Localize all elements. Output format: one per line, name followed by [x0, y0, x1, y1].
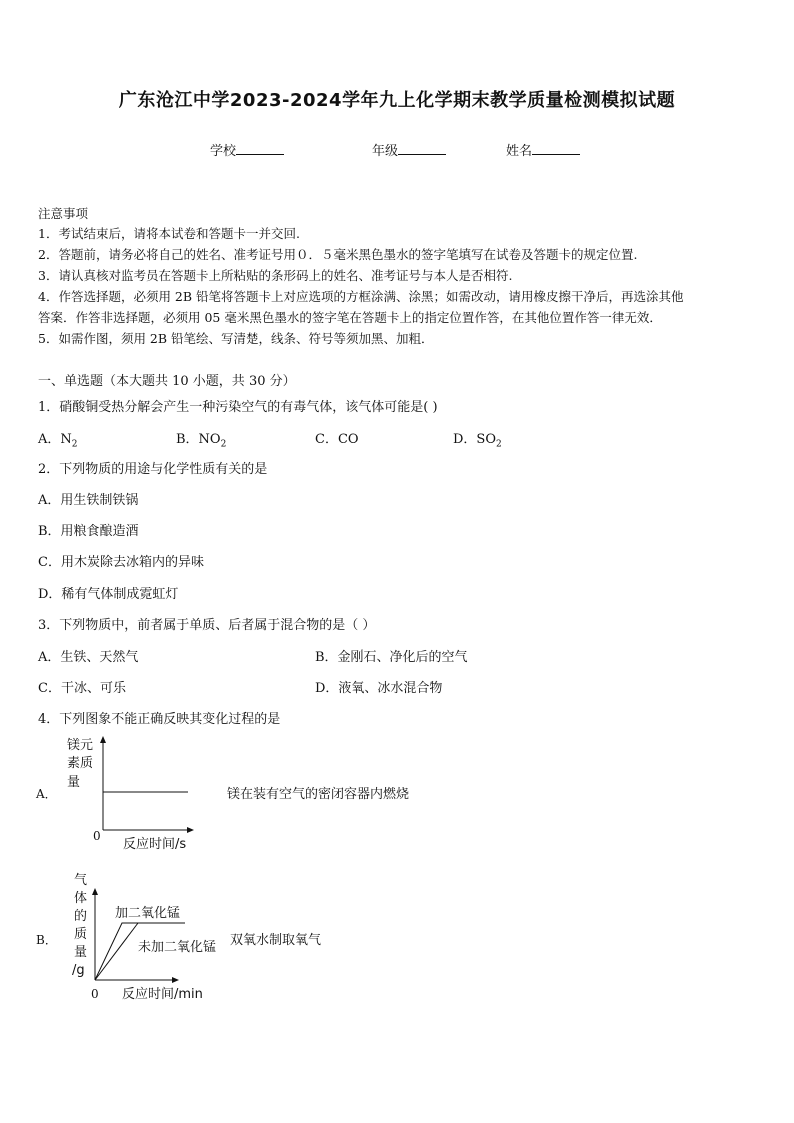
q4a-ylabel: 镁元: [67, 738, 94, 753]
q1-option-a: A．$N_2$: [38, 432, 78, 450]
q2-option-b: B．用粮食酿造酒: [38, 524, 139, 539]
q4-stem: 4．下列图象不能正确反映其变化过程的是: [38, 712, 281, 727]
name-label: 姓名: [506, 144, 533, 159]
q4a-ylabel: 量: [67, 775, 81, 790]
section-heading: 一、单选题（本大题共 10 小题，共 30 分）: [38, 374, 296, 389]
school-field: [210, 140, 284, 159]
q4a-caption: 镁在装有空气的密闭容器内燃烧: [227, 787, 410, 802]
q3-option-c: C．干冰、可乐: [38, 681, 126, 696]
q4-graph-b: [30, 868, 370, 1008]
notice-item: 4．作答选择题，必须用 2B 铅笔将答题卡上对应选项的方框涂满、涂黑；如需改动，请用橡皮擦干净后，再选涂其他: [38, 289, 684, 304]
q4b-ylabel: 气: [74, 873, 88, 888]
q4b-line2-label: 未加二氧化锰: [138, 940, 217, 955]
q1-option-d: D．$SO_2$: [453, 432, 502, 450]
grade-field: [372, 140, 446, 159]
q4a-y-arrow: [100, 736, 106, 743]
q4b-ylabel: 质: [74, 927, 88, 942]
q4b-ylabel: /g: [72, 963, 85, 978]
q2-stem: 2．下列物质的用途与化学性质有关的是: [38, 462, 268, 477]
grade-blank: [398, 142, 446, 155]
q4b-ylabel: 体: [74, 891, 88, 906]
q4a-origin: 0: [93, 829, 101, 843]
notice-item: 3．请认真核对监考员在答题卡上所粘贴的条形码上的姓名、准考证号与本人是否相符.: [38, 268, 513, 283]
q4b-ylabel: 的: [74, 909, 88, 924]
q4b-origin: 0: [91, 987, 99, 1001]
q4a-x-arrow: [187, 827, 194, 833]
q4b-option-label: B．: [36, 933, 57, 947]
q3-option-a: A．生铁、天然气: [38, 650, 139, 665]
q4a-ylabel: 素质: [67, 756, 94, 771]
grade-label: 年级: [372, 144, 399, 159]
q2-option-c: C．用木炭除去冰箱内的异味: [38, 555, 204, 570]
q4b-y-arrow: [92, 888, 98, 895]
name-blank: [532, 142, 580, 155]
school-blank: [236, 142, 284, 155]
name-field: [506, 140, 580, 159]
school-label: 学校: [210, 144, 237, 159]
q4b-caption: 双氧水制取氧气: [230, 933, 322, 948]
q4b-line-without-catalyst: [95, 923, 138, 980]
notice-item: 1．考试结束后，请将本试卷和答题卡一并交回.: [38, 226, 300, 241]
q2-option-a: A．用生铁制铁锅: [38, 493, 139, 508]
notice-item: 5．如需作图，须用 2B 铅笔绘、写清楚，线条、符号等须加黑、加粗．: [38, 331, 434, 346]
notice-heading: 注意事项: [38, 206, 89, 221]
q4-graph-a: [30, 730, 450, 860]
q4b-ylabel: 量: [74, 945, 88, 960]
q1-stem: 1．硝酸铜受热分解会产生一种污染空气的有毒气体，该气体可能是( ): [38, 400, 438, 415]
q4b-xlabel: 反应时间/min: [122, 987, 203, 1002]
q2-option-d: D．稀有气体制成霓虹灯: [38, 587, 179, 602]
q4a-xlabel: 反应时间/s: [123, 837, 187, 852]
q4a-option-label: A．: [36, 787, 57, 801]
q3-option-b: B．金刚石、净化后的空气: [315, 650, 468, 665]
q1-option-c: C．CO: [315, 432, 359, 447]
notice-item: 答案．作答非选择题，必须用 05 毫米黑色墨水的签字笔在答题卡上的指定位置作答，在其他位置作答一律无效．: [38, 310, 662, 325]
notice-item: 2．答题前，请务必将自己的姓名、准考证号用０．５毫米黑色墨水的签字笔填写在试卷及答题卡的规定位置.: [38, 247, 638, 262]
q1-option-b: B．$NO_2$: [176, 432, 227, 450]
page-title: 广东沧江中学2023-2024学年九上化学期末教学质量检测模拟试题: [118, 90, 676, 111]
q3-option-d: D．液氧、冰水混合物: [315, 681, 443, 696]
q4b-line1-label: 加二氧化锰: [115, 906, 181, 921]
q3-stem: 3．下列物质中，前者属于单质、后者属于混合物的是（ ）: [38, 618, 376, 633]
q4b-x-arrow: [172, 977, 179, 983]
